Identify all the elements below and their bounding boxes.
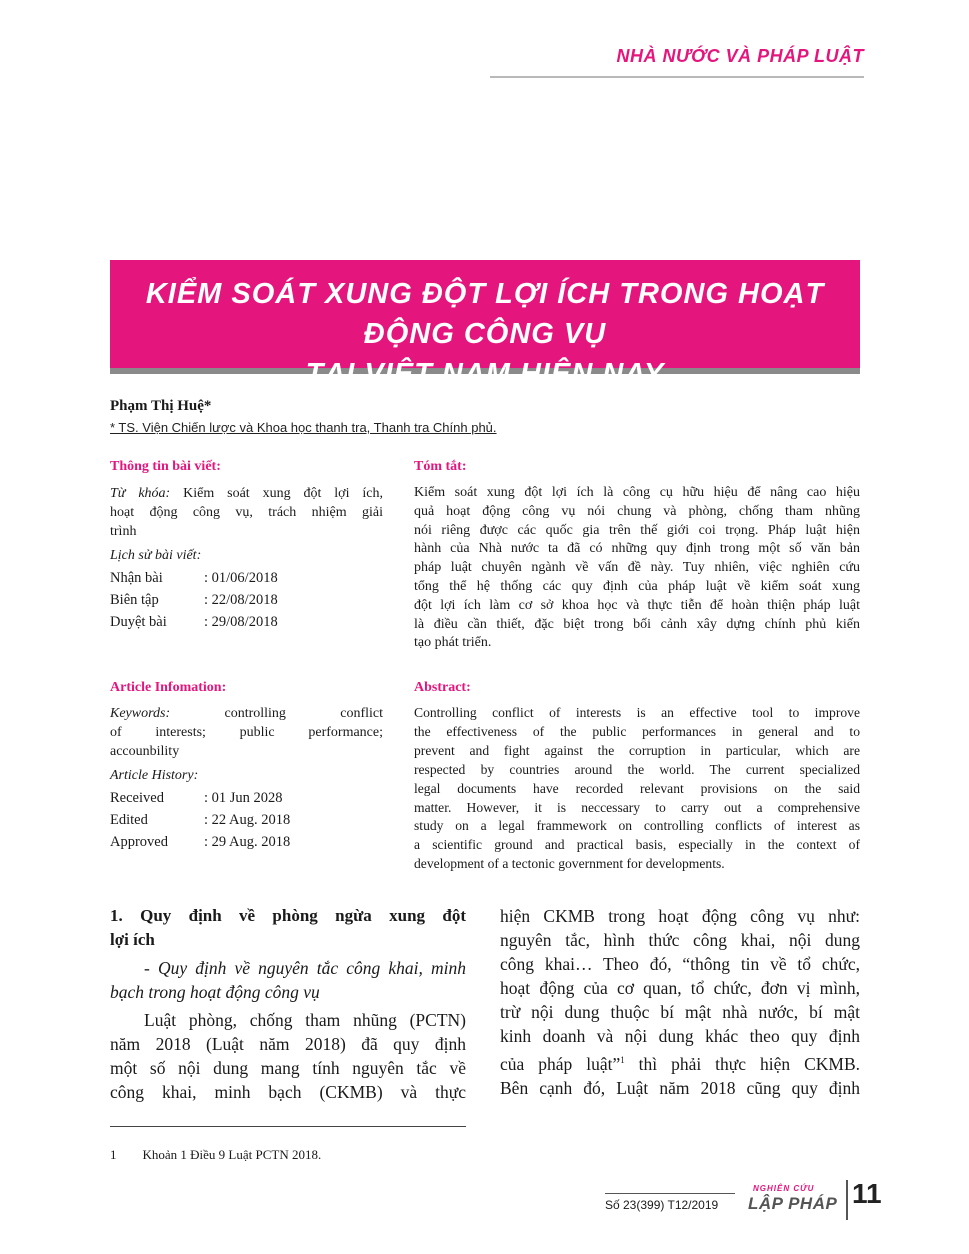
vi-abstract-line: nói riêng được các quốc gia trên thế giới coi trọng. Pháp luật hiện bbox=[414, 522, 860, 538]
title-line-2: TẠI VIỆT NAM HIỆN NAY bbox=[305, 358, 665, 390]
subheading-line-2: bạch trong hoạt động công vụ bbox=[110, 982, 320, 1002]
body-line: kinh doanh và nội dung khác theo quy định bbox=[500, 1026, 860, 1046]
en-history-value: : 01 Jun 2028 bbox=[204, 790, 283, 806]
body-line-text: thì phải thực hiện CKMB. bbox=[624, 1053, 860, 1074]
body-line: công khai, minh bạch (CKMB) và thực bbox=[110, 1082, 466, 1102]
footnote-text: Khoản 1 Điều 9 Luật PCTN 2018. bbox=[142, 1147, 322, 1162]
footer-divider bbox=[605, 1193, 735, 1194]
en-abstract-line: Controlling conflict of interests is an effective tool to improve bbox=[414, 705, 860, 720]
subheading bbox=[110, 956, 466, 1004]
en-abstract-line: matter. However, it is neccessary to carry out a comprehensive bbox=[414, 799, 860, 815]
vi-abstract-heading: Tóm tắt: bbox=[414, 459, 467, 474]
en-history-value: : 29 Aug. 2018 bbox=[204, 834, 291, 850]
body-line-with-footnote bbox=[500, 1048, 860, 1076]
en-history-label: Article History: bbox=[110, 768, 199, 783]
en-abstract-line: respected by countries around the world. The current specialized bbox=[414, 761, 860, 777]
en-history-value: : 22 Aug. 2018 bbox=[204, 812, 291, 828]
section-heading-line-1: 1. Quy định về phòng ngừa xung đột bbox=[110, 906, 466, 925]
footnote-number: 1 bbox=[110, 1147, 117, 1162]
body-line: một số nội dung mang tính nguyên tắc về bbox=[110, 1058, 466, 1078]
en-history-key: Edited bbox=[110, 812, 148, 828]
en-abstract-line: a scientific ground and practical basis, especially in the context of bbox=[414, 837, 860, 853]
vi-keywords bbox=[110, 484, 383, 541]
vi-keywords-line-1: Kiểm soát xung đột lợi ích, bbox=[183, 486, 383, 501]
en-keywords bbox=[110, 704, 383, 761]
en-history-key: Received bbox=[110, 790, 164, 806]
footnote-ref[interactable]: 1 bbox=[620, 1055, 625, 1065]
en-abstract-body bbox=[414, 704, 860, 874]
en-keywords-line-1: controlling conflict bbox=[224, 706, 383, 721]
vi-abstract-line: là điều cần thiết, đặc biệt trong bối cảnh xây dựng chính phủ kiến bbox=[414, 616, 860, 632]
vi-history-key: Biên tập bbox=[110, 592, 159, 608]
footer-separator bbox=[846, 1180, 848, 1220]
en-abstract-line: study on a legal frammework on controlling conflicts of interest as bbox=[414, 818, 860, 834]
author-affiliation: * TS. Viện Chiến lược và Khoa học thanh tra, Thanh tra Chính phủ. bbox=[110, 420, 497, 435]
title-line-1: KIỂM SOÁT XUNG ĐỘT LỢI ÍCH TRONG HOẠT ĐỘNG CÔNG VỤ bbox=[145, 278, 825, 350]
en-keywords-line-2: of interests; public performance; bbox=[110, 725, 383, 740]
vi-abstract-line: Kiểm soát xung đột lợi ích là công cụ hữu hiệu để nâng cao hiệu bbox=[414, 485, 860, 500]
en-abstract-line: development of a tectonic government for developments. bbox=[414, 856, 725, 872]
vi-abstract-line: quả hoạt động công vụ nói chung và phòng, chống tham nhũng bbox=[414, 503, 860, 519]
vi-info-heading: Thông tin bài viết: bbox=[110, 459, 221, 474]
en-abstract-line: the effectiveness of the public performances in general and to bbox=[414, 723, 860, 739]
en-history-key: Approved bbox=[110, 834, 168, 850]
vi-abstract-line: đột lợi ích làm cơ sở khoa học và thực tiễn để hoàn thiện pháp luật bbox=[414, 597, 860, 613]
body-line: hoạt động của cơ quan, tổ chức, đơn vị mình, bbox=[500, 978, 860, 998]
footnote bbox=[110, 1147, 321, 1163]
vi-history-value: : 01/06/2018 bbox=[204, 570, 278, 586]
body-line-text: của pháp luật” bbox=[500, 1053, 621, 1074]
body-line: trừ nội dung thuộc bí mật nhà nước, bí mật bbox=[500, 1002, 860, 1022]
section-heading bbox=[110, 904, 466, 952]
en-info-heading: Article Infomation: bbox=[110, 680, 227, 695]
section-header: NHÀ NƯỚC VÀ PHÁP LUẬT bbox=[616, 46, 864, 66]
vi-abstract-line: pháp luật chuyên ngành về vấn đề này. Tuy nhiên, việc nghiên cứu bbox=[414, 560, 860, 576]
body-right-text bbox=[500, 904, 860, 1100]
vi-history-label: Lịch sử bài viết: bbox=[110, 548, 202, 563]
vi-abstract-line: tạo phát triển. bbox=[414, 635, 492, 651]
en-abstract-line: prevent and fight against the corruption in particular, which are bbox=[414, 742, 860, 758]
vi-history-value: : 29/08/2018 bbox=[204, 614, 278, 630]
body-line: Luật phòng, chống tham nhũng (PCTN) bbox=[144, 1010, 466, 1030]
author-name: Phạm Thị Huệ* bbox=[110, 398, 212, 414]
header-divider bbox=[490, 76, 864, 78]
en-abstract-heading: Abstract: bbox=[414, 680, 471, 695]
article-title bbox=[110, 274, 860, 394]
footnote-divider bbox=[110, 1126, 466, 1127]
vi-keywords-label: Từ khóa: bbox=[110, 486, 171, 501]
issue-number: Số 23(399) T12/2019 bbox=[605, 1198, 719, 1212]
body-line: năm 2018 (Luật năm 2018) đã quy định bbox=[110, 1034, 466, 1054]
vi-abstract-line: tổng thể hệ thống các quy định của pháp luật về kiểm soát xung bbox=[414, 578, 860, 594]
page-number: 11 bbox=[852, 1178, 882, 1209]
body-line: hiện CKMB trong hoạt động công vụ như: bbox=[500, 906, 860, 926]
vi-abstract-line: hành của Nhà nước ta đã có những quy định trong một số văn bản bbox=[414, 541, 860, 557]
subheading-line-1: - Quy định về nguyên tắc công khai, minh bbox=[144, 958, 466, 978]
section-heading-line-2: lợi ích bbox=[110, 930, 155, 949]
journal-logo-bottom: LẬP PHÁP bbox=[748, 1194, 838, 1213]
vi-history-key: Duyệt bài bbox=[110, 614, 167, 630]
en-keywords-line-3: accounbility bbox=[110, 744, 180, 759]
en-abstract-line: legal documents have recorded relevant provisions on the said bbox=[414, 780, 860, 796]
body-line: nguyên tắc, hình thức công khai, nội dung bbox=[500, 930, 860, 950]
vi-history-key: Nhận bài bbox=[110, 570, 163, 586]
vi-keywords-line-2: hoạt động công vụ, trách nhiệm giải bbox=[110, 505, 383, 520]
vi-abstract-body bbox=[414, 484, 860, 653]
vi-keywords-line-3: trình bbox=[110, 524, 137, 539]
body-line: Bên cạnh đó, Luật năm 2018 cũng quy định bbox=[500, 1077, 860, 1098]
en-keywords-label: Keywords: bbox=[110, 706, 171, 721]
journal-logo-top: NGHIÊN CỨU bbox=[753, 1184, 815, 1193]
body-line: công khai… Theo đó, “thông tin về tổ chức, bbox=[500, 954, 860, 974]
body-left-text bbox=[110, 1008, 466, 1104]
vi-history-value: : 22/08/2018 bbox=[204, 592, 278, 608]
